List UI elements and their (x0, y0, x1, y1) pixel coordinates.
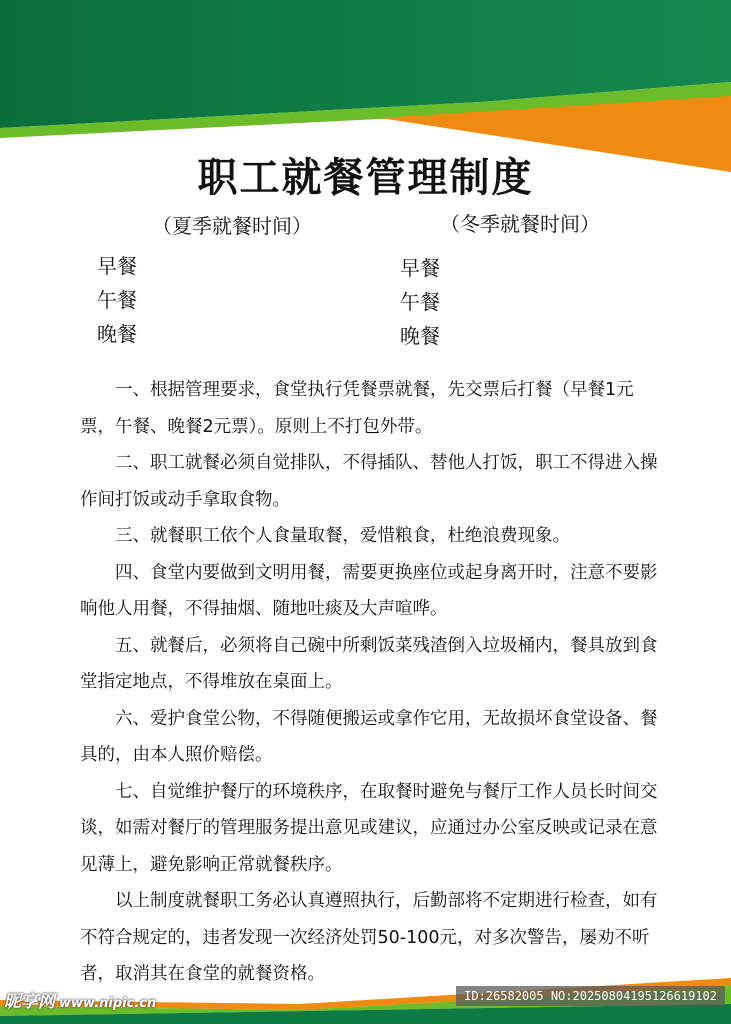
summer-dinner: 晚餐 (97, 322, 137, 346)
watermark-brand: 昵享网 (4, 992, 55, 1012)
rule-5: 五、就餐后，必须将自己碗中所剩饭菜残渣倒入垃圾桶内，餐具放到食堂指定地点，不得堆放在桌面上。 (80, 635, 658, 692)
summer-heading: （夏季就餐时间） (152, 214, 312, 238)
summer-lunch: 午餐 (97, 288, 137, 312)
rule-4: 四、食堂内要做到文明用餐，需要更换座位或起身离开时，注意不要影响他人用餐，不得抽烟、随地吐痰及大声喧哗。 (80, 562, 658, 619)
rule-3: 三、就餐职工依个人食量取餐，爱惜粮食，杜绝浪费现象。 (115, 526, 570, 546)
winter-dinner: 晚餐 (400, 324, 440, 348)
winter-breakfast: 早餐 (400, 256, 440, 280)
rule-1: 一、根据管理要求，食堂执行凭餐票就餐，先交票后打餐（早餐1元票，午餐、晚餐2元票）。原则上不打包外带。 (80, 380, 634, 437)
closing-note: 以上制度就餐职工务必认真遵照执行，后勤部将不定期进行检查，如有不符合规定的，违者发现一次经济处罚50-100元，对多次警告，屡劝不听者，取消其在食堂的就餐资格。 (80, 891, 658, 984)
winter-heading: （冬季就餐时间） (440, 212, 600, 236)
summer-breakfast: 早餐 (97, 254, 137, 278)
rule-7: 七、自觉维护餐厅的环境秩序，在取餐时避免与餐厅工作人员长时间交谈，如需对餐厅的管理服务提出意见或建议，应通过办公室反映或记录在意见薄上，避免影响正常就餐秩序。 (80, 781, 658, 875)
watermark-id: ID:26582005 NO:20250804195126619102 (456, 986, 725, 1006)
watermark-site: www.nipic.cn (59, 996, 157, 1011)
rules-body (80, 372, 665, 993)
rule-2: 二、职工就餐必须自觉排队，不得插队、替他人打饭，职工不得进入操作间打饭或动手拿取食物。 (80, 453, 658, 510)
rule-6: 六、爱护食堂公物，不得随便搬运或拿作它用，无故损坏食堂设备、餐具的，由本人照价赔偿。 (80, 708, 658, 765)
winter-lunch: 午餐 (400, 290, 440, 314)
page-title: 职工就餐管理制度 (197, 154, 534, 201)
watermark-logo (4, 987, 156, 1012)
